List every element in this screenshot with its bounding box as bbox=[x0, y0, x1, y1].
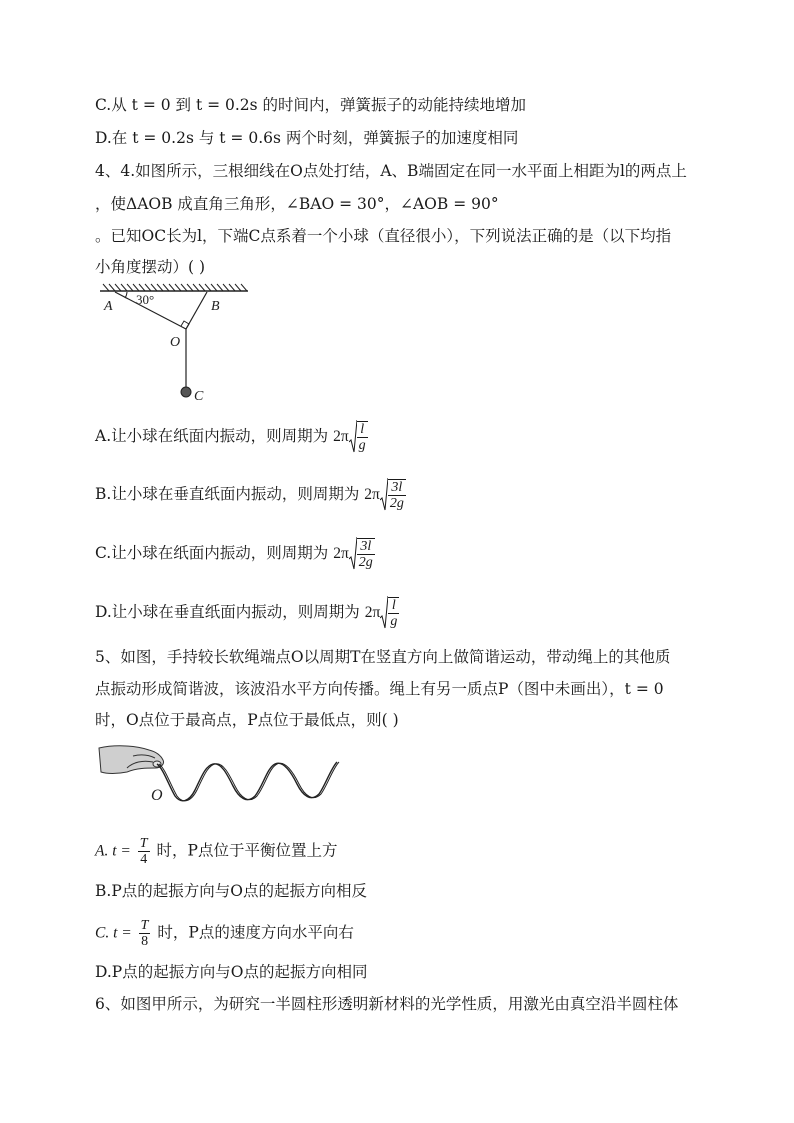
q5-option-a: A. t = $\frac{T}{4}$ 时，P点位于平衡位置上方 bbox=[95, 836, 338, 867]
angle-arc bbox=[125, 292, 127, 298]
q4-option-d-text: D.让小球在垂直纸面内振动，则周期为 bbox=[95, 603, 360, 621]
q4-option-d bbox=[95, 596, 401, 630]
hand-illustration bbox=[99, 746, 164, 774]
label-angle: 30° bbox=[136, 292, 155, 307]
q4-option-a bbox=[95, 420, 370, 454]
label-b: B bbox=[211, 299, 220, 314]
q4-option-c-text: C.让小球在纸面内振动，则周期为 bbox=[95, 544, 329, 562]
question-4-line-3: 。已知OC长为l，下端C点系着一个小球（直径很小），下列说法正确的是（以下均指 bbox=[95, 227, 672, 245]
string-bo bbox=[186, 292, 207, 329]
option-d-q3: D.在 t = 0.2s 与 t = 0.6s 两个时刻，弹簧振子的加速度相同 bbox=[95, 129, 519, 147]
formula-b: 2π $\frac{3l}{2g}$ bbox=[364, 480, 404, 511]
question-6-line-1: 6、如图甲所示，为研究一半圆柱形透明新材料的光学性质，用激光由真空沿半圆柱体 bbox=[95, 995, 679, 1013]
formula-c: 2π $\frac{3l}{2g}$ bbox=[333, 539, 373, 570]
question-4-line-4: 小角度摆动）( ) bbox=[95, 258, 206, 276]
ceiling-hatch bbox=[100, 284, 248, 291]
q5-option-b: B.P点的起振方向与O点的起振方向相反 bbox=[95, 882, 367, 900]
wave-line bbox=[157, 762, 337, 801]
q5-option-c: C. t = $\frac{T}{8}$ 时，P点的速度方向水平向右 bbox=[95, 918, 354, 949]
question-4-line-2: ，使ΔAOB 成直角三角形，∠BAO = 30°，∠AOB = 90° bbox=[95, 195, 499, 213]
q4-option-c bbox=[95, 537, 377, 571]
formula-d: 2π $\frac{l}{g}$ bbox=[364, 598, 398, 629]
question-5-line-3: 时，O点位于最高点，P点位于最低点，则( ) bbox=[95, 711, 399, 729]
formula-a: 2π $\frac{l}{g}$ bbox=[333, 422, 366, 453]
pendulum-figure bbox=[95, 282, 255, 404]
q4-option-b-text: B.让小球在垂直纸面内振动，则周期为 bbox=[95, 485, 360, 503]
wave-figure bbox=[97, 738, 347, 810]
q5-option-d: D.P点的起振方向与O点的起振方向相同 bbox=[95, 963, 368, 981]
option-c-q3: C.从 t = 0 到 t = 0.2s 的时间内，弹簧振子的动能持续地增加 bbox=[95, 96, 527, 114]
label-o: O bbox=[170, 335, 181, 350]
label-a: A bbox=[104, 299, 113, 314]
question-5-line-1: 5、如图，手持较长软绳端点O以周期T在竖直方向上做简谐运动，带动绳上的其他质 bbox=[95, 648, 671, 666]
q4-option-a-text: A.让小球在纸面内振动，则周期为 bbox=[95, 427, 329, 445]
label-o-wave: O bbox=[151, 787, 163, 804]
question-4-line-1: 4、4.如图所示，三根细线在O点处打结，A、B端固定在同一水平面上相距为l的两点上 bbox=[95, 162, 687, 180]
label-c: C bbox=[194, 389, 204, 404]
q4-option-b bbox=[95, 478, 408, 512]
ball bbox=[181, 387, 191, 397]
question-5-line-2: 点振动形成简谐波，该波沿水平方向传播。绳上有另一质点P（图中未画出），t = 0 bbox=[95, 680, 664, 698]
